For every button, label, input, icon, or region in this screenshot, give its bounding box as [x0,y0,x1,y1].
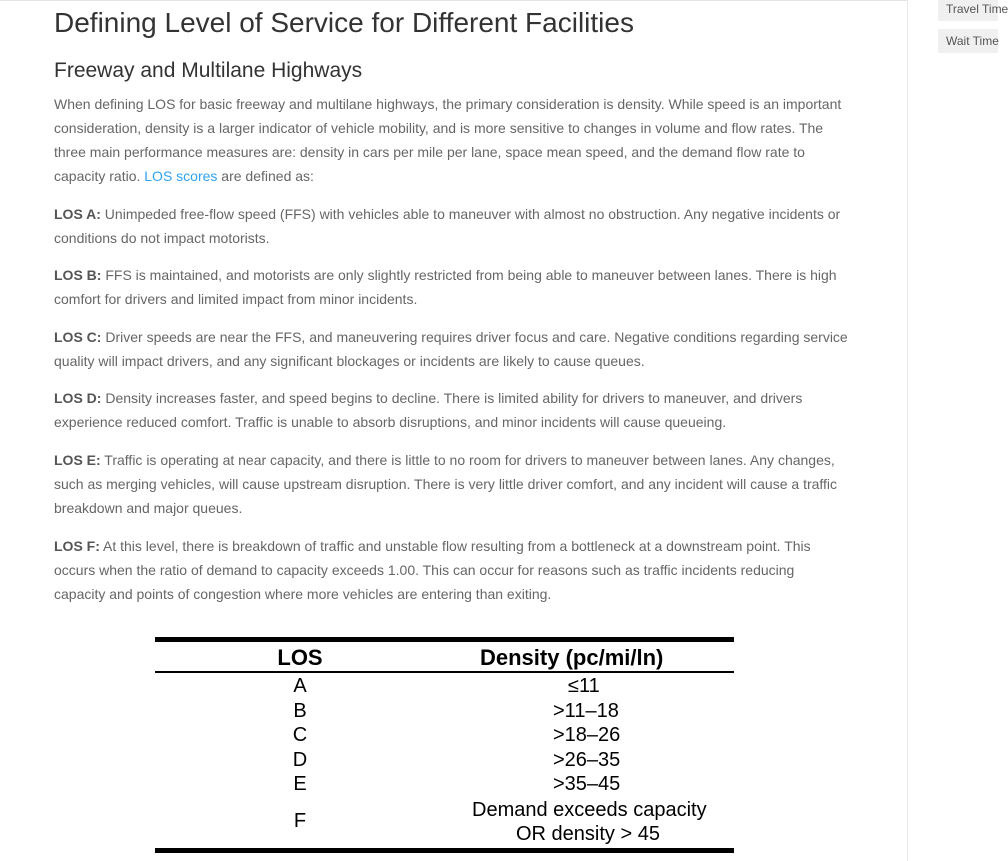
row-d-los: D [292,749,308,771]
los-f-label: LOS F: [54,538,100,554]
header-density: Density (pc/mi/ln) [480,645,664,670]
row-b-density: >11–18 [553,700,619,722]
section-title: Freeway and Multilane Highways [54,59,363,82]
los-c-definition [54,325,849,373]
los-e-label: LOS E: [54,452,101,468]
los-a-definition [54,202,849,250]
row-f-density-line2: OR density > 45 [516,823,660,845]
los-c-label: LOS C: [54,329,102,345]
row-f-los: F [293,810,307,832]
los-a-label: LOS A: [54,206,101,222]
los-e-text: Traffic is operating at near capacity, and there is little to no room for drivers to maneuver between lanes. Any changes, such as merging vehicles, will cause upstream disruption. There is very little driver comfort, and any incident will cause a traffic breakdown and major queues. [54,452,838,516]
los-b-text: FFS is maintained, and motorists are only slightly restricted from being able to maneuver between lanes. There is high comfort for drivers and limited impact from minor incidents. [54,267,837,307]
tag-wait-time[interactable]: Wait Time [938,29,998,53]
sidebar-divider [907,0,908,861]
top-divider [0,0,908,4]
los-b-definition [54,263,849,311]
row-a-los: A [293,675,307,697]
los-b-label: LOS B: [54,267,102,283]
table-top-rule [155,637,734,642]
los-f-definition [54,534,849,606]
row-e-los: E [293,773,307,795]
los-d-text: Density increases faster, and speed begins to decline. There is limited ability for drivers to maneuver, and drivers experience reduced comfort. Traffic is unable to absorb disruptions, and minor incidents will cause queueing. [54,390,803,430]
table-header-rule [155,671,734,673]
header-los: LOS [277,645,323,670]
intro-text: When defining LOS for basic freeway and multilane highways, the primary consideration is density. While speed is an important consideration, density is a larger indicator of vehicle mobility, and is more sensitive to changes in volume and flow rates. The three main performance measures are: density in cars per mile per lane, space mean speed, and the demand flow rate to capacity ratio. [54,96,842,184]
intro-after-link: are defined as: [217,168,314,184]
los-d-label: LOS D: [54,390,102,406]
los-e-definition [54,448,849,520]
tag-travel-time[interactable]: Travel Time [938,0,998,21]
row-f-density: Demand exceeds capacity [472,799,707,821]
los-density-table [155,637,734,855]
row-a-density: ≤11 [568,675,600,697]
row-c-los: C [292,724,308,746]
row-c-density: >18–26 [553,724,621,746]
intro-paragraph [54,92,849,188]
row-e-density: >35–45 [553,773,621,795]
los-c-text: Driver speeds are near the FFS, and maneuvering requires driver focus and care. Negative conditions regarding service quality will impact drivers, and any significant blockages or incidents are likely to cause queues. [54,329,848,369]
table-bottom-rule [155,848,734,853]
los-scores-link[interactable]: LOS scores [144,168,218,184]
row-b-los: B [293,700,307,722]
row-d-density: >26–35 [553,749,621,771]
page-title: Defining Level of Service for Different Facilities [54,7,634,38]
los-f-text: At this level, there is breakdown of traffic and unstable flow resulting from a bottleneck at a downstream point. This occurs when the ratio of demand to capacity exceeds 1.00. This can occur for reasons such as traffic incidents reducing capacity and points of congestion where more vehicles are entering than exiting. [54,538,811,602]
los-a-text: Unimpeded free-flow speed (FFS) with vehicles able to maneuver with almost no obstruction. Any negative incidents or conditions do not impact motorists. [54,206,841,246]
los-d-definition [54,386,849,434]
